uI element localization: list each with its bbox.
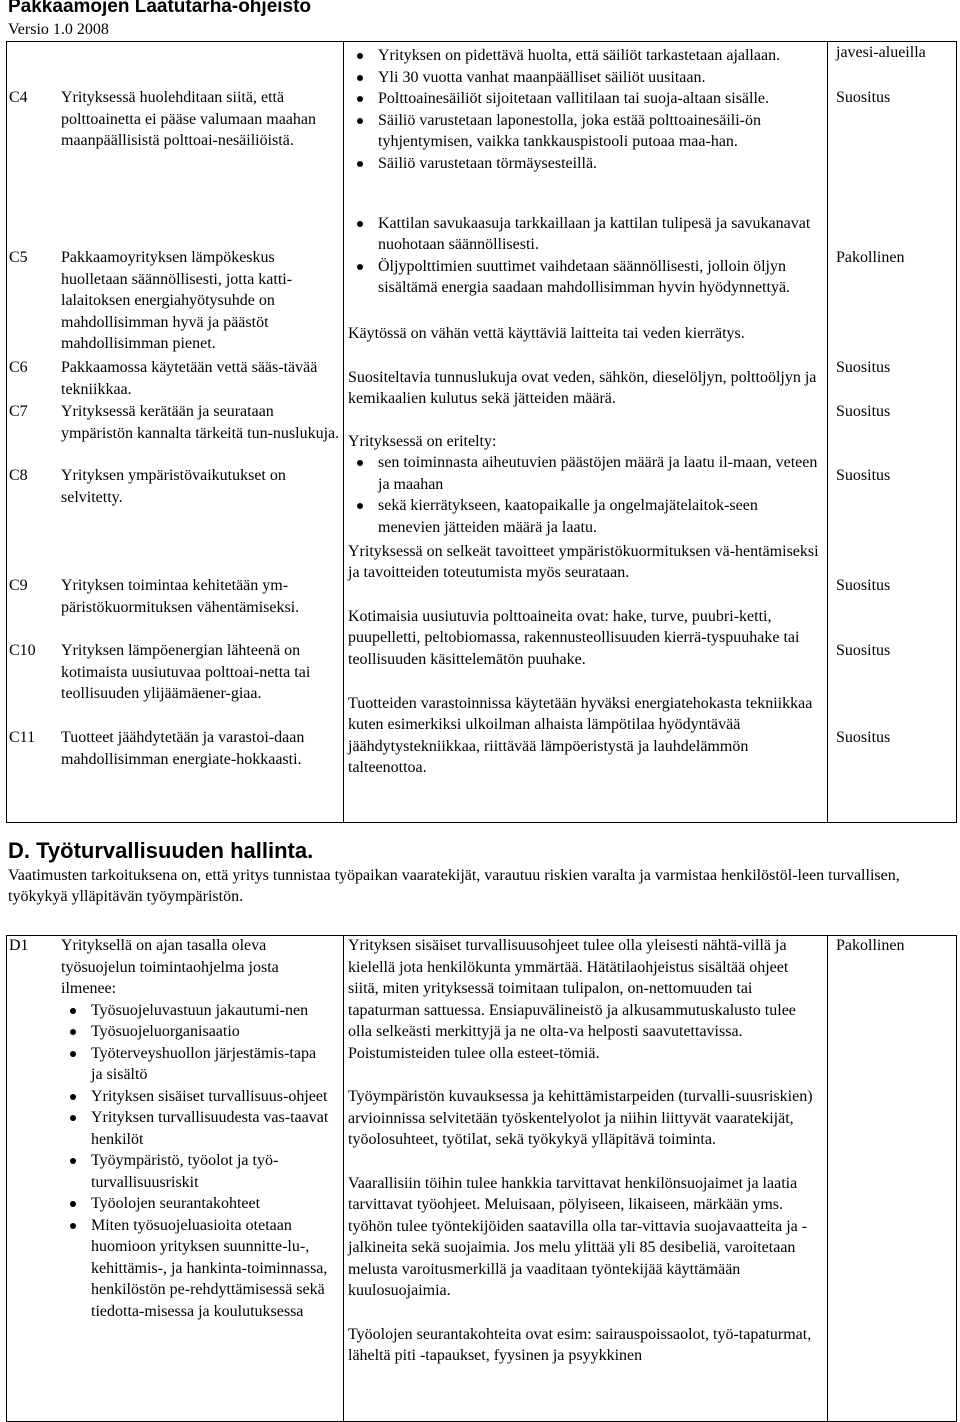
requirement-c6 [9,357,343,401]
guidance-d1 [344,936,828,1422]
guidance-c11: Tuotteiden varastoinnissa käytetään hyväksi energiatehokasta tekniikkaa kuten esimerkiksi ulkoilman alhaista lämpötilaa hyödyntävää jäähdytystekniikkaa, riittävää lämpöeristystä ja lauhdelämmön talteenottoa. [348,694,813,776]
requirement-code: C11 [9,729,36,746]
requirement-code: C8 [9,467,28,484]
requirements-table-d [6,935,957,1422]
requirement-text: Yrityksen toimintaa kehitetään ym-päristökuormituksen vähentämiseksi. [61,577,300,616]
requirements-table-c [6,41,957,823]
requirement-text: Tuotteet jäähdytetään ja varastoi-daan mahdollisimman energiate-hokkaasti. [61,729,305,768]
status-label: Suositus [836,403,891,420]
requirement-code: C5 [9,249,28,266]
requirement-code: C4 [9,89,28,106]
requirement-list [61,1000,331,1323]
requirement-c11 [9,727,343,770]
list-item: Työsuojeluorganisaatio [61,1021,331,1043]
status-label: Suositus [836,359,891,376]
list-item: Säiliö varustetaan laponestolla, joka estää polttoainesäili-ön tyhjentymisen, vaikka tankkauspistooli putoaa maa-han. [348,110,821,153]
requirement-text: Yrityksessä kerätään ja seurataan ympäristön kannalta tärkeitä tun-nuslukuja. [61,403,340,442]
section-description: Vaatimusten tarkoituksena on, että yritys tunnistaa työpaikan vaaratekijät, varautuu riskien varalta ja varmistaa henkilöstöl-leen turvallisen, työkykyä ylläpitävän työympäristön. [8,867,900,905]
guidance-c4 [348,67,821,213]
requirement-c9 [9,575,343,640]
status-column [828,42,957,823]
requirement-d1 [7,936,344,1422]
requirement-code: D1 [9,937,29,954]
guidance-c5 [348,213,821,323]
guidance-c4-intro [348,45,821,67]
list-item: Kattilan savukaasuja tarkkaillaan ja kattilan tulipesä ja savukanavat nuohotaan säännöllisesti. [348,213,821,256]
requirement-text: Yrityksen ympäristövaikutukset on selvitetty. [61,467,286,506]
guidance-c9: Yrityksessä on selkeät tavoitteet ympäristökuormituksen vä-hentämiseksi ja tavoitteiden toteutumista myös seurataan. [348,542,819,581]
guidance-c8-list [348,452,821,538]
requirement-text: Pakkaamossa käytetään vettä sääs-tävää tekniikkaa. [61,359,318,398]
guidance-paragraph: Yrityksen sisäiset turvallisuusohjeet tulee olla yleisesti nähtä-villä ja kielellä jota henkilökunta ymmärtää. Hätätilaohjeistus sisältää ohjeet siitä, miten yrityksessä toimitaan tulipalon, on-nettomuuden tai tapaturman sattuessa. Ensiapuvälineistö ja alkusammutuskalusto tulee olla selkeästi merkittyjä ja ne olta-va helposti saavutettavissa. Poistumisteiden tulee olla esteet-tömiä. [348,937,796,1062]
requirements-column [7,42,344,823]
status-label: Suositus [836,89,891,106]
requirement-text: Yrityksessä huolehditaan siitä, että polttoainetta ei pääse valumaan maahan maanpäällisistä polttoai-nesäiliöistä. [61,89,316,149]
guidance-c6: Käytössä on vähän vettä käyttäviä laitteita tai veden kierrätys. [348,324,745,342]
requirement-code: C7 [9,403,28,420]
status-label: Pakollinen [836,937,905,954]
list-item: Työsuojeluvastuun jakautumi-nen [61,1000,331,1022]
status-label: Suositus [836,577,891,594]
requirement-c7 [9,401,343,465]
status-label: Suositus [836,642,891,659]
list-item: Miten työsuojeluasioita otetaan huomioon yrityksen suunnitte-lu-, kehittämis-, ja hankinta-toiminnassa, henkilöstön pe-rehdyttämisessä sekä tiedotta-misessa ja koulutuksessa [61,1215,331,1323]
status-label: javesi-alueilla [836,44,926,61]
requirement-code: C9 [9,577,28,594]
list-item: sekä kierrätykseen, kaatopaikalle ja ongelmajätelaitok-seen menevien jätteiden määrä ja laatu. [348,495,821,538]
requirement-c10 [9,640,343,727]
guidance-column [344,42,828,823]
list-item: Työympäristö, työolot ja työ-turvallisuusriskit [61,1150,331,1193]
list-item: Yrityksen turvallisuudesta vas-taavat henkilöt [61,1107,331,1150]
requirement-code: C6 [9,359,28,376]
document-title: Pakkaamojen Laatutarha-ohjeisto [8,0,312,17]
guidance-c7: Suositeltavia tunnuslukuja ovat veden, sähkön, dieselöljyn, polttoöljyn ja kemikaalien kulutus sekä jätteiden määrä. [348,368,817,407]
list-item: sen toiminnasta aiheutuvien päästöjen määrä ja laatu il-maan, veteen ja maahan [348,452,821,495]
status-column [828,936,957,1422]
guidance-paragraph: Työolojen seurantakohteita ovat esim: sairauspoissaolot, työ-tapaturmat, läheltä piti -tapaukset, fyysinen ja psyykkinen [348,1325,812,1364]
guidance-c10: Kotimaisia uusiutuvia polttoaineita ovat: hake, turve, puubri-ketti, puupelletti, peltobiomassa, rakennusteollisuuden kierrä-tyspuuhake tai teollisuuden käsittelemätön puuhake. [348,607,800,668]
list-item: Työolojen seurantakohteet [61,1193,331,1215]
list-item: Yrityksen sisäiset turvallisuus-ohjeet [61,1086,331,1108]
requirement-c4 [9,87,343,247]
list-item: Polttoainesäiliöt sijoitetaan vallitilaan tai suoja-altaan sisälle. [348,88,821,110]
section-heading: D. Työturvallisuuden hallinta. [8,838,314,863]
status-label: Pakollinen [836,249,905,266]
requirement-c8 [9,465,343,575]
document-version: Versio 1.0 2008 [8,21,109,38]
status-label: Suositus [836,467,891,484]
guidance-paragraph: Vaarallisiin töihin tulee hankkia tarvittavat henkilönsuojaimet ja laatia tarvittavat työohjeet. Meluisaan, pölyiseen, likaiseen, märkään yms. työhön tulee työntekijöiden saatavilla olla tar-vittavia suojavaatteita ja -jalkineita sekä suojaimia. Jos melu ylittää yli 85 desibeliä, varoitetaan melusta varoitusmerkillä ja vaaditaan työntekijää käyttämään kuulosuojaimia. [348,1174,808,1299]
list-item: Yrityksen on pidettävä huolta, että säiliöt tarkastetaan ajallaan. [348,45,821,67]
requirement-body [61,935,343,1322]
list-item: Työterveyshuollon järjestämis-tapa ja sisältö [61,1043,331,1086]
requirement-text: Yrityksellä on ajan tasalla oleva työsuojelun toimintaohjelma josta ilmenee: [61,937,279,997]
list-item: Öljypolttimien suuttimet vaihdetaan säännöllisesti, jolloin öljyn sisältämä energia saadaan mahdollisimman hyvin hyödynnettyä. [348,256,821,299]
guidance-c8 [348,431,821,541]
guidance-paragraph: Työympäristön kuvauksessa ja kehittämistarpeiden (turvalli-suusriskien) arvioinnissa selvitetään työskentelyolot ja niihin liittyvät vaaratekijät, työolosuhteet, työtilat, sekä työkykyä ylläpitävä toiminta. [348,1088,813,1148]
status-label: Suositus [836,729,891,746]
list-item: Säiliö varustetaan törmäysesteillä. [348,153,821,175]
list-item: Yli 30 vuotta vanhat maanpäälliset säiliöt uusitaan. [348,67,821,89]
requirement-text: Pakkaamoyrityksen lämpökeskus huolletaan säännöllisesti, jotta katti-lalaitoksen energiahyötysuhde on mahdollisimman hyvä ja päästöt mahdollisimman pienet. [61,249,293,352]
guidance-c8-intro: Yrityksessä on eritelty: [348,432,497,450]
requirement-code: C10 [9,642,36,659]
requirement-c5 [9,247,343,357]
requirement-text: Yrityksen lämpöenergian lähteenä on kotimaista uusiutuvaa polttoai-netta tai teollisuuden ylijäämäener-giaa. [61,642,311,702]
